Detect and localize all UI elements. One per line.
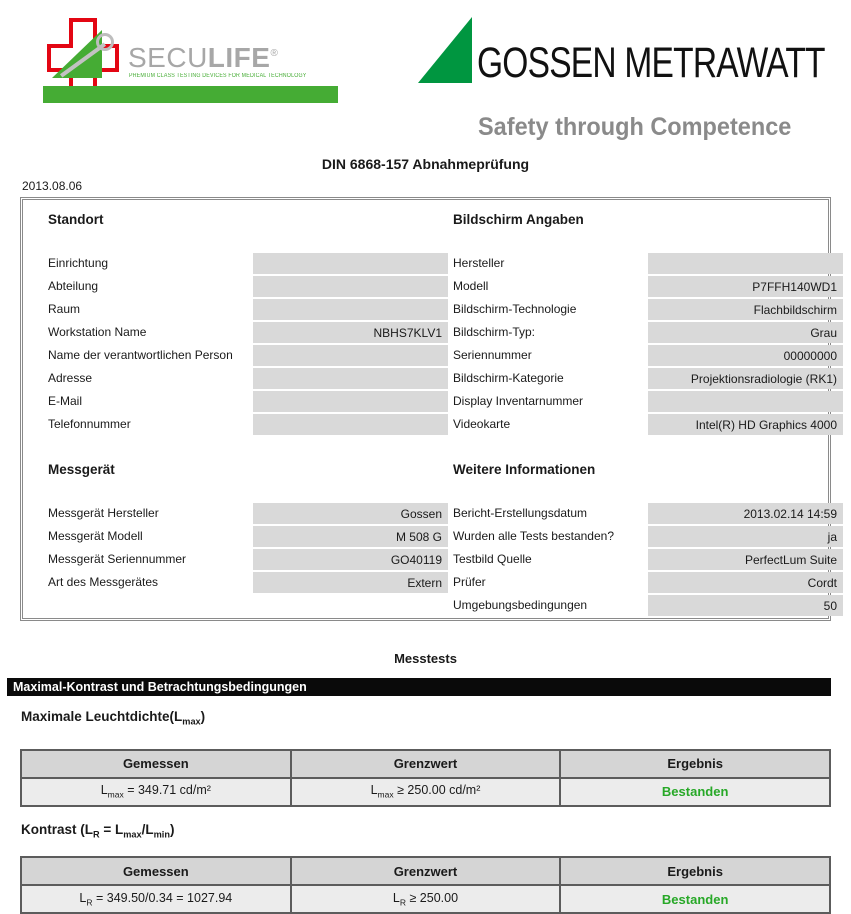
- table-header-row: [21, 750, 830, 778]
- field-row: [453, 526, 843, 547]
- section-bildschirm: [453, 212, 843, 462]
- field-value: [253, 299, 448, 320]
- field-label: Bildschirm-Technologie: [453, 302, 577, 316]
- field-value: Extern: [253, 572, 448, 593]
- field-row: [48, 253, 448, 274]
- table-header-cell: Ergebnis: [560, 857, 830, 885]
- test-group-banner: Maximal-Kontrast und Betrachtungsbedingungen: [7, 678, 831, 696]
- field-value: [648, 391, 843, 412]
- field-value: ja: [648, 526, 843, 547]
- grenzwert-value: $L_{max} \ge 250.00$ cd/m²: [291, 778, 561, 806]
- seculife-wordmark-light: SECU: [128, 42, 208, 73]
- bildschirm-rows: [453, 253, 843, 435]
- field-label: Art des Messgerätes: [48, 575, 159, 589]
- field-value: Flachbildschirm: [648, 299, 843, 320]
- field-label: Abteilung: [48, 279, 99, 293]
- field-row: [453, 595, 843, 616]
- field-label: Bildschirm-Typ:: [453, 325, 536, 339]
- gossen-slogan: Safety through Competence: [478, 113, 792, 141]
- gemessen-value: $L_R = 349.50/0.34 = 1027.94$: [21, 885, 291, 913]
- field-row: [48, 391, 448, 412]
- lmax-table: [20, 749, 831, 807]
- table-header-cell: Grenzwert: [291, 857, 561, 885]
- field-value: Intel(R) HD Graphics 4000: [648, 414, 843, 435]
- seculife-logo: [40, 14, 340, 106]
- info-box: [20, 197, 837, 621]
- gossen-triangle-icon: [418, 17, 472, 83]
- field-label: Messgerät Seriennummer: [48, 552, 187, 566]
- section-title-messgeraet: Messgerät: [48, 462, 115, 477]
- field-row: [453, 276, 843, 297]
- header: [0, 0, 851, 150]
- messgeraet-rows: [48, 503, 448, 593]
- field-label: Videokarte: [453, 417, 511, 431]
- field-label: Workstation Name: [48, 325, 147, 339]
- table-data-row: [21, 885, 830, 913]
- field-row: [48, 345, 448, 366]
- field-label: Raum: [48, 302, 81, 316]
- field-label: Display Inventarnummer: [453, 394, 584, 408]
- field-row: [48, 414, 448, 435]
- section-title-standort: Standort: [48, 212, 104, 227]
- field-value: [253, 276, 448, 297]
- report-date: 2013.08.06: [22, 179, 83, 193]
- messtests-title: Messtests: [394, 651, 457, 666]
- field-row: [48, 549, 448, 570]
- field-label: Name der verantwortlichen Person: [48, 348, 233, 362]
- kontrast-table: [20, 856, 831, 914]
- info-column-right: [453, 212, 843, 618]
- field-value: [253, 345, 448, 366]
- test-heading-lmax: Maximale $Leuchtdichte(L_{max})$: [21, 709, 206, 727]
- field-row: [453, 391, 843, 412]
- section-title-bildschirm: Bildschirm Angaben: [453, 212, 584, 227]
- field-row: [453, 345, 843, 366]
- field-row: [48, 299, 448, 320]
- field-row: [453, 572, 843, 593]
- field-value: [253, 368, 448, 389]
- field-label: Testbild Quelle: [453, 552, 532, 566]
- field-label: Adresse: [48, 371, 93, 385]
- field-value: 2013.02.14 14:59: [648, 503, 843, 524]
- report-title: DIN 6868-157 Abnahmeprüfung: [321, 156, 530, 172]
- field-value: 50: [648, 595, 843, 616]
- table-header-cell: Grenzwert: [291, 750, 561, 778]
- table-header-cell: Gemessen: [21, 750, 291, 778]
- field-row: [48, 322, 448, 343]
- field-label: Messgerät Modell: [48, 529, 143, 543]
- table-header-cell: Ergebnis: [560, 750, 830, 778]
- registered-mark: ®: [270, 48, 279, 59]
- field-row: [48, 503, 448, 524]
- standort-rows: [48, 253, 448, 435]
- field-label: Telefonnummer: [48, 417, 131, 431]
- info-column-left: [48, 212, 448, 595]
- field-row: [453, 549, 843, 570]
- weitere-informationen-rows: [453, 503, 843, 616]
- section-weitere-informationen: [453, 462, 843, 616]
- section-title-weitere-informationen: Weitere Informationen: [453, 462, 596, 477]
- field-value: [253, 414, 448, 435]
- field-value: [648, 253, 843, 274]
- field-label: Einrichtung: [48, 256, 109, 270]
- field-label: Seriennummer: [453, 348, 532, 362]
- field-value: PerfectLum Suite: [648, 549, 843, 570]
- field-row: [453, 253, 843, 274]
- field-value: Cordt: [648, 572, 843, 593]
- field-value: M 508 G: [253, 526, 448, 547]
- field-value: [253, 391, 448, 412]
- seculife-tagline: PREMIUM CLASS TESTING DEVICES FOR MEDICAL TECHNOLOGY: [129, 73, 307, 79]
- seculife-wordmark-bold: LIFE: [207, 42, 271, 73]
- section-standort: [48, 212, 448, 462]
- gossen-wordmark: GOSSEN METRAWATT: [477, 39, 825, 87]
- grenzwert-value: $L_R \ge 250.00$: [291, 885, 561, 913]
- test-heading-kontrast: Kontrast $(L_R = L_{max}/L_{min})$: [21, 821, 175, 840]
- field-row: [48, 572, 448, 593]
- field-label: Wurden alle Tests bestanden?: [453, 529, 614, 543]
- ergebnis-status: Bestanden: [560, 885, 830, 913]
- field-row: [48, 526, 448, 547]
- field-value: [253, 253, 448, 274]
- field-row: [453, 322, 843, 343]
- field-value: P7FFH140WD1: [648, 276, 843, 297]
- field-row: [453, 414, 843, 435]
- field-value: Projektionsradiologie (RK1): [648, 368, 843, 389]
- field-row: [48, 368, 448, 389]
- field-label: E-Mail: [48, 394, 83, 408]
- probe-ring-icon: [96, 33, 114, 51]
- field-label: Messgerät Hersteller: [48, 506, 159, 520]
- field-value: 00000000: [648, 345, 843, 366]
- field-label: Bildschirm-Kategorie: [453, 371, 564, 385]
- field-label: Umgebungsbedingungen: [453, 598, 588, 612]
- field-label: Hersteller: [453, 256, 505, 270]
- field-row: [48, 276, 448, 297]
- gemessen-value: $L_{max} = 349.71$ cd/m²: [21, 778, 291, 806]
- field-value: Gossen: [253, 503, 448, 524]
- ergebnis-status: Bestanden: [560, 778, 830, 806]
- table-header-cell: Gemessen: [21, 857, 291, 885]
- field-row: [453, 503, 843, 524]
- field-label: Prüfer: [453, 575, 486, 589]
- field-row: [453, 368, 843, 389]
- seculife-green-bar: [43, 86, 338, 103]
- table-data-row: [21, 778, 830, 806]
- seculife-wordmark: [128, 40, 278, 72]
- field-label: Modell: [453, 279, 489, 293]
- table-header-row: [21, 857, 830, 885]
- field-row: [453, 299, 843, 320]
- field-value: NBHS7KLV1: [253, 322, 448, 343]
- field-value: Grau: [648, 322, 843, 343]
- gossen-metrawatt-logo: [418, 15, 848, 141]
- section-messgeraet: [48, 462, 448, 593]
- field-label: Bericht-Erstellungsdatum: [453, 506, 588, 520]
- field-value: GO40119: [253, 549, 448, 570]
